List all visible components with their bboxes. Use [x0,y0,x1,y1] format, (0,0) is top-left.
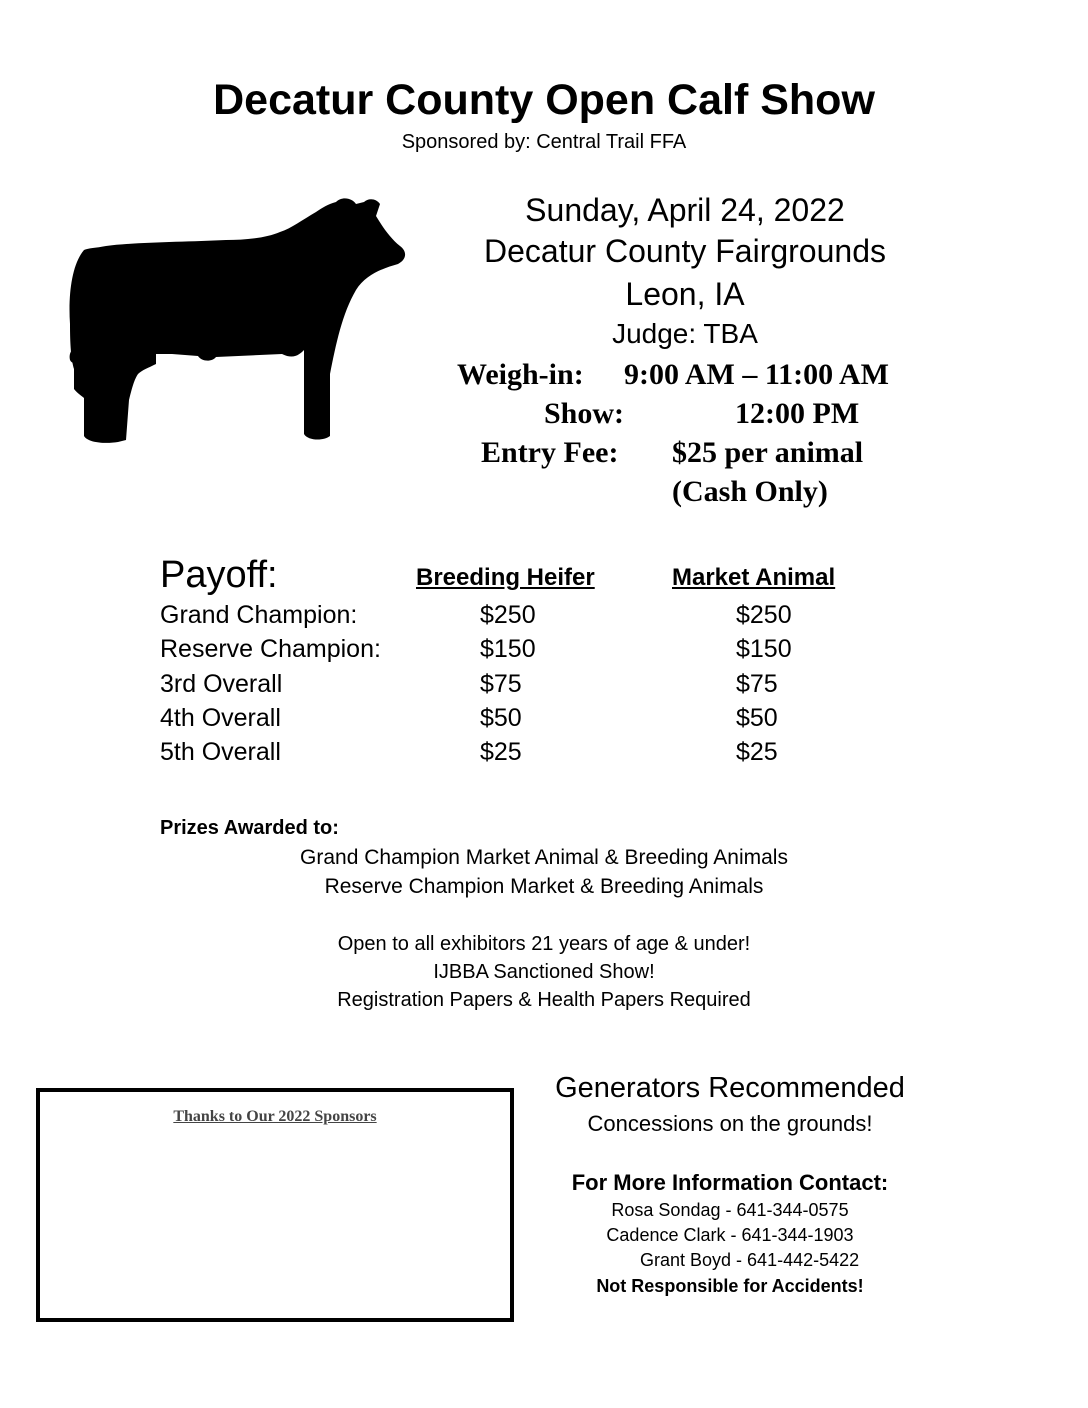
sponsors-box-title: Thanks to Our 2022 Sponsors [173,1108,377,1125]
column-market-animal: Market Animal [672,564,836,591]
event-venue: Decatur County Fairgrounds [484,233,886,269]
disclaimer: Not Responsible for Accidents! [596,1276,864,1296]
payoff-market-grand: $250 [736,601,792,629]
payoff-market-reserve: $150 [736,635,792,663]
prizes-heading: Prizes Awarded to: [160,817,339,839]
note-sanctioned: IJBBA Sanctioned Show! [433,961,655,983]
concessions-note: Concessions on the grounds! [587,1111,873,1136]
weigh-in-value: 9:00 AM – 11:00 AM [624,358,889,391]
event-judge: Judge: TBA [612,318,758,349]
payoff-place-5th: 5th Overall [160,738,281,766]
contact-rosa: Rosa Sondag - 641-344-0575 [611,1200,849,1220]
payoff-heifer-4th: $50 [480,704,522,732]
payoff-heifer-reserve: $150 [480,635,536,663]
sponsored-by: Sponsored by: Central Trail FFA [401,131,687,153]
page-title: Decatur County Open Calf Show [213,76,875,124]
payoff-heifer-grand: $250 [480,601,536,629]
weigh-in-label: Weigh-in: [457,358,584,391]
prizes-line-2: Reserve Champion Market & Breeding Animals [324,875,764,898]
contact-cadence: Cadence Clark - 641-344-1903 [606,1225,854,1245]
payoff-place-3rd: 3rd Overall [160,670,283,698]
show-label: Show: [544,397,625,430]
contact-heading: For More Information Contact: [571,1170,889,1195]
prizes-line-1: Grand Champion Market Animal & Breeding Animals [300,846,788,869]
payoff-market-5th: $25 [736,738,778,766]
contact-grant: Grant Boyd - 641-442-5422 [640,1250,860,1270]
column-breeding-heifer: Breeding Heifer [416,564,595,591]
event-city: Leon, IA [625,276,745,312]
note-age: Open to all exhibitors 21 years of age & under! [337,933,751,955]
payoff-market-4th: $50 [736,704,778,732]
payoff-title: Payoff: [160,554,278,596]
show-value: 12:00 PM [735,397,860,430]
payoff-heifer-5th: $25 [480,738,522,766]
payoff-place-reserve: Reserve Champion: [160,635,381,663]
sponsors-box [36,1088,514,1322]
generators-recommended: Generators Recommended [555,1072,905,1104]
entry-fee-note: (Cash Only) [672,475,828,508]
payoff-place-grand: Grand Champion: [160,601,358,629]
note-papers: Registration Papers & Health Papers Required [337,989,751,1011]
payoff-market-3rd: $75 [736,670,778,698]
payoff-heifer-3rd: $75 [480,670,522,698]
entry-fee-value: $25 per animal [672,436,864,469]
entry-fee-label: Entry Fee: [481,436,619,469]
calf-silhouette-icon [66,194,411,448]
event-date: Sunday, April 24, 2022 [525,192,845,228]
payoff-place-4th: 4th Overall [160,704,281,732]
